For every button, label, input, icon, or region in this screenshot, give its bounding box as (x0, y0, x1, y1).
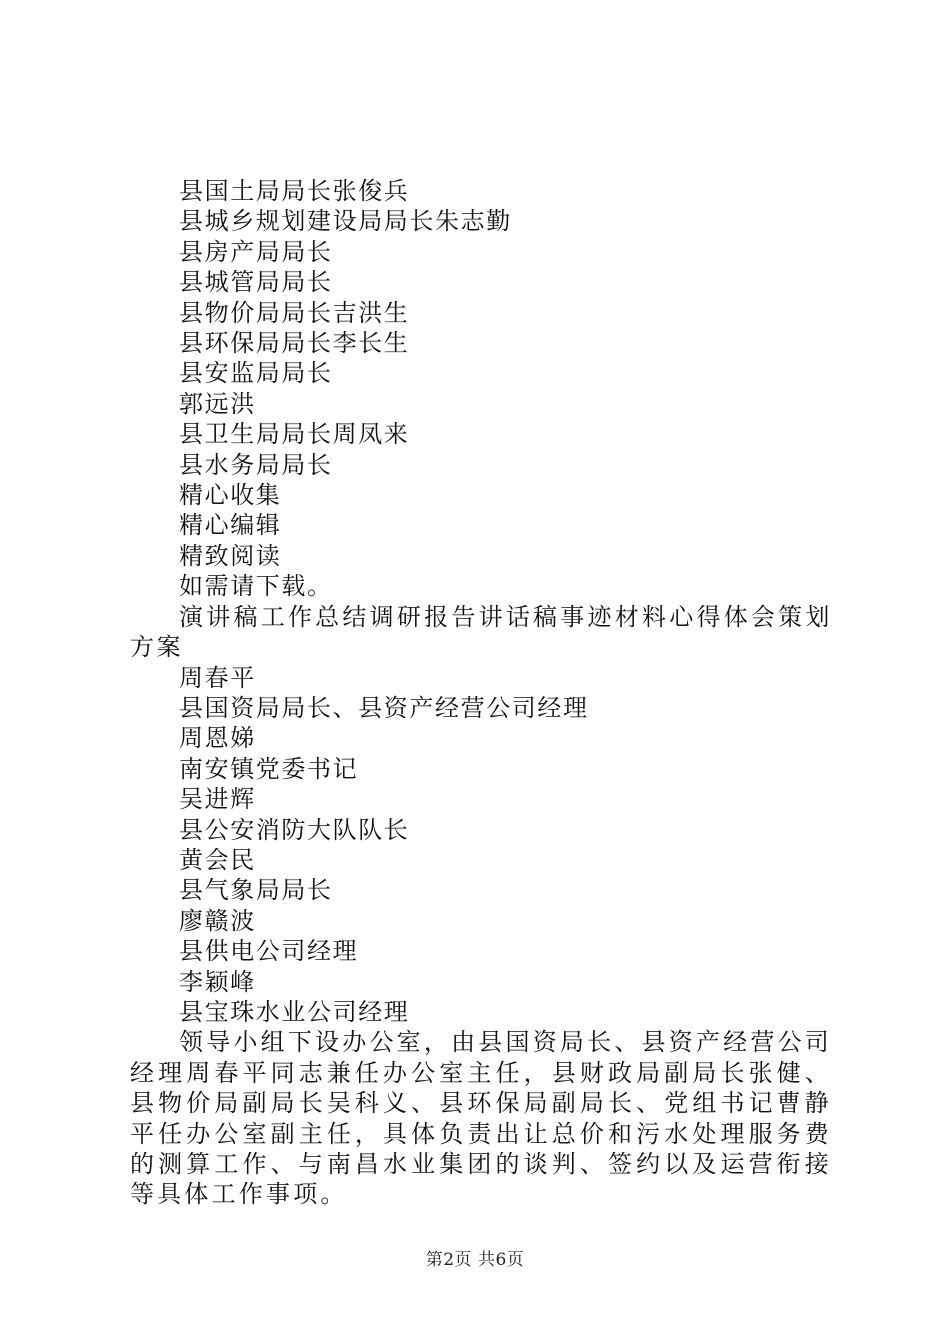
member-line: 吴进辉 (179, 785, 256, 814)
text-line: 县环保局局长李长生 (179, 329, 410, 358)
text-line: 县城乡规划建设局局长朱志勤 (179, 207, 512, 236)
member-line: 黄会民 (179, 845, 256, 874)
member-line: 县国资局局长、县资产经营公司经理 (179, 693, 589, 722)
member-line: 李颖峰 (179, 967, 256, 996)
member-line: 县气象局局长 (179, 876, 333, 905)
member-line: 县供电公司经理 (179, 937, 359, 966)
page-number: 第2页 共6页 (425, 1250, 525, 1270)
office-paragraph: 领导小组下设办公室，由县国资局长、县资产经营公司经理周春平同志兼任办公室主任，县财政局副局长张健、县物价局副局长吴科义、县环保局副局长、党组书记曹静平任办公室副主任，具体负责出让总价和污水处理服务费的测算工作、与南昌水业集团的谈判、签约以及运营衔接等具体工作事项。 (130, 1028, 832, 1209)
member-line: 周恩娣 (179, 724, 256, 753)
document-body (130, 176, 832, 1210)
text-line: 县国土局局长张俊兵 (179, 177, 410, 205)
text-line: 如需请下载。 (179, 572, 333, 601)
text-line: 郭远洪 (179, 389, 256, 418)
member-line: 南安镇党委书记 (179, 754, 359, 783)
text-line: 精心收集 (179, 481, 282, 510)
text-line: 精致阅读 (179, 541, 282, 570)
text-line: 县安监局局长 (179, 359, 333, 388)
text-line: 县房产局局长 (179, 237, 333, 266)
text-line: 精心编辑 (179, 511, 282, 540)
member-line: 周春平 (179, 663, 256, 692)
text-line: 县水务局局长 (179, 450, 333, 479)
text-line: 县卫生局局长周凤来 (179, 420, 410, 449)
text-line: 县城管局局长 (179, 268, 333, 297)
keywords-paragraph: 演讲稿工作总结调研报告讲话稿事迹材料心得体会策划方案 (130, 602, 832, 662)
member-line: 廖赣波 (179, 906, 256, 935)
text-line: 县物价局局长吉洪生 (179, 298, 410, 327)
member-line: 县宝珠水业公司经理 (179, 997, 410, 1026)
member-line: 县公安消防大队队长 (179, 815, 410, 844)
